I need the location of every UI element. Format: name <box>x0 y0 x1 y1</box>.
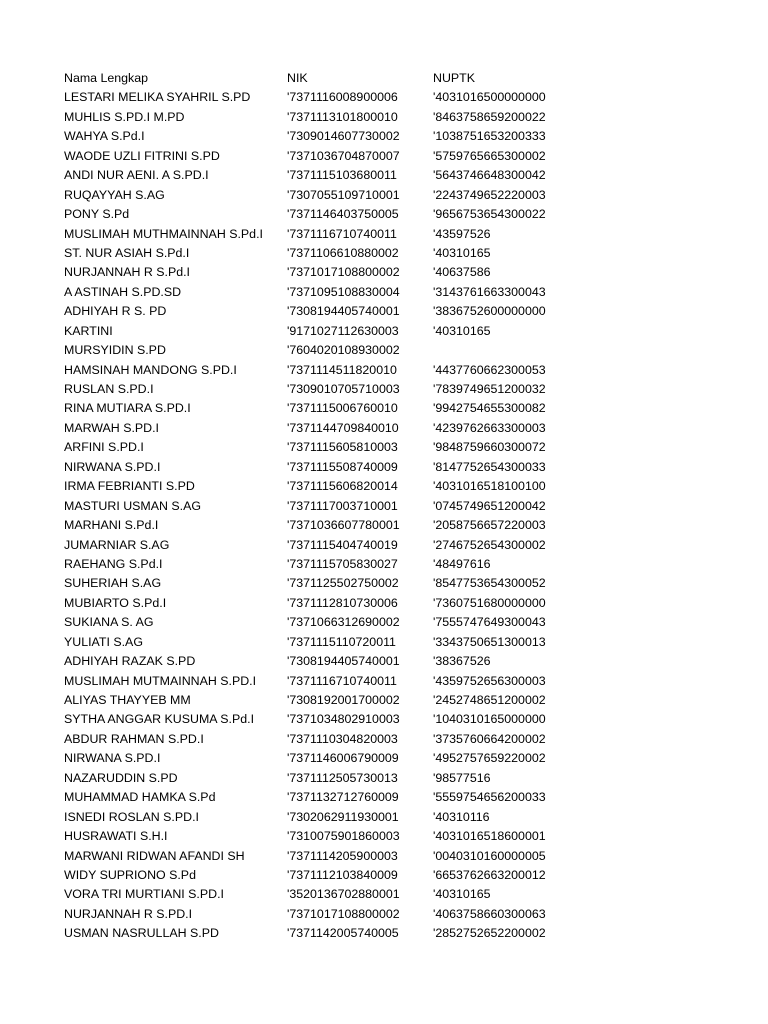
table-row <box>64 672 764 691</box>
cell-nik: '7371095108830004 <box>287 284 400 299</box>
cell-nik: '7371036704870007 <box>287 148 400 163</box>
cell-nik: '7371116008900006 <box>287 90 398 105</box>
cell-nama-lengkap: WAODE UZLI FITRINI S.PD <box>64 148 220 163</box>
cell-nik: '7371112810730006 <box>287 595 398 610</box>
cell-nik: '7371106610880002 <box>287 245 399 260</box>
cell-nuptk: '3143761663300043 <box>433 284 546 299</box>
cell-nama-lengkap: ANDI NUR AENI. A S.PD.I <box>64 168 209 183</box>
cell-nik: '7307055109710001 <box>287 187 400 202</box>
cell-nuptk: '5559754656200033 <box>433 790 546 805</box>
table-row <box>64 458 764 477</box>
cell-nama-lengkap: VORA TRI MURTIANI S.PD.I <box>64 887 224 902</box>
cell-nuptk: '8463758659200022 <box>433 109 546 124</box>
cell-nuptk: '40310165 <box>433 323 491 338</box>
table-body <box>64 88 764 943</box>
cell-nik: '7371017108800002 <box>287 265 400 280</box>
table-row <box>64 613 764 632</box>
table-row <box>64 186 764 205</box>
cell-nama-lengkap: IRMA FEBRIANTI S.PD <box>64 479 195 494</box>
cell-nuptk: '4063758660300063 <box>433 906 546 921</box>
cell-nuptk: '3836752600000000 <box>433 304 546 319</box>
cell-nuptk: '2746752654300002 <box>433 537 546 552</box>
table-row <box>64 127 764 146</box>
table-row <box>64 419 764 438</box>
table-row <box>64 827 764 846</box>
table-row <box>64 399 764 418</box>
table-row <box>64 536 764 555</box>
cell-nik: '7308192001700002 <box>287 693 400 707</box>
cell-nik: '7604020108930002 <box>287 343 400 358</box>
cell-nama-lengkap: RUQAYYAH S.AG <box>64 187 165 202</box>
cell-nik: '7308194405740001 <box>287 304 400 319</box>
cell-nik: '7371115508740009 <box>287 459 398 474</box>
cell-nama-lengkap: ADHIYAH R S. PD <box>64 304 167 319</box>
cell-nama-lengkap: A ASTINAH S.PD.SD <box>64 284 182 299</box>
cell-nuptk: '7360751680000000 <box>433 595 546 610</box>
cell-nuptk: '3735760664200002 <box>433 731 546 746</box>
cell-nama-lengkap: ABDUR RAHMAN S.PD.I <box>64 731 204 746</box>
table-row <box>64 497 764 516</box>
cell-nama-lengkap: WIDY SUPRIONO S.Pd <box>64 867 196 882</box>
table-row <box>64 885 764 904</box>
table-row <box>64 710 764 729</box>
table-row <box>64 438 764 457</box>
table-row <box>64 594 764 613</box>
cell-nuptk: '8547753654300052 <box>433 576 546 591</box>
cell-nik: '7371066312690002 <box>287 615 400 630</box>
header-row <box>64 69 764 88</box>
cell-nik: '7371113101800010 <box>287 109 398 124</box>
cell-nama-lengkap: LESTARI MELIKA SYAHRIL S.PD <box>64 90 251 105</box>
cell-nik: '7302062911930001 <box>287 809 399 824</box>
table-row <box>64 652 764 671</box>
cell-nama-lengkap: NURJANNAH R S.PD.I <box>64 906 193 921</box>
cell-nama-lengkap: SYTHA ANGGAR KUSUMA S.Pd.I <box>64 712 255 727</box>
cell-nik: '7371115705830027 <box>287 556 398 571</box>
cell-nik: '7371112505730013 <box>287 770 398 785</box>
table-row <box>64 244 764 263</box>
cell-nik: '7371146403750005 <box>287 207 399 222</box>
cell-nik: '7371146006790009 <box>287 751 399 766</box>
table-row <box>64 691 764 710</box>
cell-nuptk: '0040310160000005 <box>433 848 546 863</box>
cell-nama-lengkap: JUMARNIAR S.AG <box>64 537 170 552</box>
cell-nama-lengkap: MUHLIS S.PD.I M.PD <box>64 109 185 124</box>
cell-nama-lengkap: WAHYA S.Pd.I <box>64 129 145 144</box>
cell-nama-lengkap: MASTURI USMAN S.AG <box>64 498 201 513</box>
cell-nama-lengkap: NIRWANA S.PD.I <box>64 459 161 474</box>
cell-nuptk: '4952757659220002 <box>433 751 546 766</box>
cell-nama-lengkap: MUHAMMAD HAMKA S.Pd <box>64 790 216 805</box>
cell-nuptk: '5759765665300002 <box>433 148 546 163</box>
cell-nik: '7371115110720011 <box>287 634 396 649</box>
cell-nik: '9171027112630003 <box>287 323 399 338</box>
cell-nama-lengkap: NURJANNAH R S.Pd.I <box>64 265 190 280</box>
cell-nik: '3520136702880001 <box>287 887 400 902</box>
cell-nik: '7371132712760009 <box>287 790 399 805</box>
cell-nama-lengkap: ARFINI S.PD.I <box>64 440 144 455</box>
cell-nuptk: '2058756657220003 <box>433 518 546 533</box>
cell-nama-lengkap: HUSRAWATI S.H.I <box>64 829 168 844</box>
cell-nuptk: '38367526 <box>433 654 491 669</box>
cell-nuptk: '40310165 <box>433 245 491 260</box>
table-row <box>64 905 764 924</box>
cell-nama-lengkap: SUHERIAH S.AG <box>64 576 162 591</box>
table-row <box>64 749 764 768</box>
cell-nik: '7371036607780001 <box>287 518 400 533</box>
cell-nama-lengkap: HAMSINAH MANDONG S.PD.I <box>64 362 237 377</box>
table-row <box>64 380 764 399</box>
cell-nik: '7371115006760010 <box>287 401 398 416</box>
cell-nama-lengkap: NAZARUDDIN S.PD <box>64 770 178 785</box>
cell-nama-lengkap: MUBIARTO S.Pd.I <box>64 595 167 610</box>
cell-nik: '7371112103840009 <box>287 867 398 882</box>
cell-nama-lengkap: KARTINI <box>64 323 113 338</box>
table-row <box>64 166 764 185</box>
cell-nama-lengkap: PONY S.Pd <box>64 207 130 222</box>
table-row <box>64 633 764 652</box>
table-row <box>64 866 764 885</box>
cell-nuptk: '4437760662300053 <box>433 362 546 377</box>
table-row <box>64 361 764 380</box>
table-row <box>64 341 764 360</box>
cell-nuptk: '9942754655300082 <box>433 401 546 416</box>
table-row <box>64 516 764 535</box>
cell-nik: '7371115606820014 <box>287 479 398 494</box>
cell-nik: '7371125502750002 <box>287 576 399 591</box>
table-row <box>64 322 764 341</box>
cell-nuptk: '1040310165000000 <box>433 712 546 727</box>
cell-nik: '7371114205900003 <box>287 848 398 863</box>
cell-nik: '7371034802910003 <box>287 712 400 727</box>
table-row <box>64 302 764 321</box>
cell-nama-lengkap: ALIYAS THAYYEB MM <box>64 693 191 707</box>
cell-nuptk: '8147752654300033 <box>433 459 546 474</box>
cell-nuptk: '1038751653200333 <box>433 129 546 144</box>
spreadsheet-table <box>64 69 764 944</box>
cell-nuptk: '3343750651300013 <box>433 634 546 649</box>
cell-nuptk: '2243749652220003 <box>433 187 546 202</box>
table-row <box>64 788 764 807</box>
table-row <box>64 555 764 574</box>
cell-nama-lengkap: NIRWANA S.PD.I <box>64 751 161 766</box>
cell-nuptk: '43597526 <box>433 226 491 241</box>
cell-nama-lengkap: MARWAH S.PD.I <box>64 420 160 435</box>
cell-nama-lengkap: ISNEDI ROSLAN S.PD.I <box>64 809 199 824</box>
cell-nuptk: '6653762663200012 <box>433 867 546 882</box>
cell-nama-lengkap: ST. NUR ASIAH S.Pd.I <box>64 245 190 260</box>
cell-nik: '7371144709840010 <box>287 420 399 435</box>
table-row <box>64 808 764 827</box>
cell-nuptk: '4359752656300003 <box>433 673 546 688</box>
cell-nuptk: '7839749651200032 <box>433 382 546 396</box>
cell-nik: '7371115605810003 <box>287 440 398 455</box>
table-row <box>64 477 764 496</box>
header-nuptk: NUPTK <box>433 71 475 85</box>
table-row <box>64 147 764 166</box>
cell-nuptk: '98577516 <box>433 770 491 785</box>
table-row <box>64 205 764 224</box>
cell-nik: '7371117003710001 <box>287 498 398 513</box>
cell-nuptk: '4239762663300003 <box>433 420 546 435</box>
cell-nuptk: '2852752652200002 <box>433 926 546 941</box>
cell-nuptk: '5643746648300042 <box>433 168 546 183</box>
cell-nama-lengkap: SUKIANA S. AG <box>64 615 154 630</box>
cell-nama-lengkap: YULIATI S.AG <box>64 634 143 649</box>
cell-nik: '7371116710740011 <box>287 226 397 241</box>
cell-nik: '7371017108800002 <box>287 906 400 921</box>
cell-nik: '7309014607730002 <box>287 129 400 144</box>
cell-nik: '7371114511820010 <box>287 362 397 377</box>
cell-nik: '7371116710740011 <box>287 673 397 688</box>
cell-nuptk: '7555747649300043 <box>433 615 546 630</box>
table-row <box>64 847 764 866</box>
cell-nuptk: '9848759660300072 <box>433 440 546 455</box>
cell-nuptk: '0745749651200042 <box>433 498 546 513</box>
cell-nuptk: '48497616 <box>433 556 491 571</box>
table-row <box>64 88 764 107</box>
table-row <box>64 263 764 282</box>
cell-nuptk: '40310165 <box>433 887 491 902</box>
cell-nik: '7371142005740005 <box>287 926 399 941</box>
cell-nama-lengkap: RINA MUTIARA S.PD.I <box>64 401 191 416</box>
cell-nuptk: '4031016518600001 <box>433 829 546 844</box>
cell-nik: '7371110304820003 <box>287 731 398 746</box>
table-row <box>64 108 764 127</box>
header-nik: NIK <box>287 71 308 85</box>
table-row <box>64 283 764 302</box>
cell-nuptk: '40637586 <box>433 265 491 280</box>
cell-nama-lengkap: RAEHANG S.Pd.I <box>64 556 163 571</box>
cell-nama-lengkap: MURSYIDIN S.PD <box>64 343 166 358</box>
cell-nama-lengkap: ADHIYAH RAZAK S.PD <box>64 654 196 669</box>
cell-nama-lengkap: USMAN NASRULLAH S.PD <box>64 926 219 941</box>
cell-nama-lengkap: MARHANI S.Pd.I <box>64 518 159 533</box>
table-row <box>64 924 764 943</box>
cell-nama-lengkap: RUSLAN S.PD.I <box>64 382 154 396</box>
cell-nuptk: '9656753654300022 <box>433 207 546 222</box>
header-nama-lengkap: Nama Lengkap <box>64 71 149 85</box>
cell-nik: '7371115404740019 <box>287 537 398 552</box>
cell-nuptk: '40310116 <box>433 809 490 824</box>
cell-nik: '7310075901860003 <box>287 829 400 844</box>
cell-nik: '7371115103680011 <box>287 168 397 183</box>
table-row <box>64 225 764 244</box>
cell-nik: '7308194405740001 <box>287 654 400 669</box>
cell-nama-lengkap: MUSLIMAH MUTMAINNAH S.PD.I <box>64 673 257 688</box>
cell-nuptk: '4031016518100100 <box>433 479 546 494</box>
table-row <box>64 730 764 749</box>
cell-nuptk: '4031016500000000 <box>433 90 546 105</box>
table-row <box>64 769 764 788</box>
cell-nama-lengkap: MUSLIMAH MUTHMAINNAH S.Pd.I <box>64 226 263 241</box>
table-row <box>64 574 764 593</box>
cell-nik: '7309010705710003 <box>287 382 400 396</box>
cell-nama-lengkap: MARWANI RIDWAN AFANDI SH <box>64 848 245 863</box>
cell-nuptk: '2452748651200002 <box>433 693 546 707</box>
